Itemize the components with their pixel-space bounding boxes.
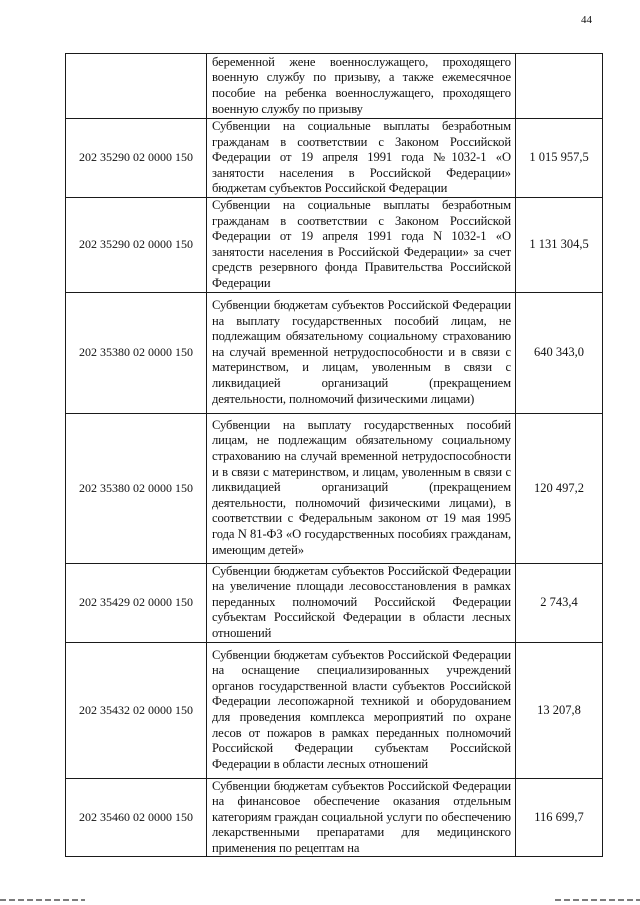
table-row: [66, 778, 603, 857]
amount-cell: 1 015 957,5: [516, 119, 603, 198]
budget-code-cell: 202 35380 02 0000 150: [66, 413, 207, 563]
description-cell: беременной жене военнослужащего, проходящего военную службу по призыву, а также ежемесячное пособие на ребенка военнослужащего, проходящего военную службу по призыву: [207, 54, 516, 119]
scan-edge-mark: [0, 899, 85, 901]
amount-cell: 2 743,4: [516, 563, 603, 642]
table-row: [66, 54, 603, 119]
table-row: [66, 197, 603, 292]
amount-cell: 120 497,2: [516, 413, 603, 563]
amount-cell: 1 131 304,5: [516, 197, 603, 292]
amount-cell: 13 207,8: [516, 642, 603, 778]
description-cell: Субвенции на социальные выплаты безработным гражданам в соответствии с Законом Российской Федерации от 19 апреля 1991 года N 1032-1 «О занятости населения в Российской Федерации» за счет средств резервного фонда Правительства Российской Федерации: [207, 197, 516, 292]
table-row: [66, 119, 603, 198]
amount-cell: 640 343,0: [516, 292, 603, 413]
table-row: [66, 563, 603, 642]
description-cell: Субвенции на социальные выплаты безработным гражданам в соответствии с Законом Российской Федерации от 19 апреля 1991 года №1032-1 «О занятости населения в Российской Федерации» бюджетам субъектов Российской Федерации: [207, 119, 516, 198]
description-cell: Субвенции бюджетам субъектов Российской Федерации на оснащение специализированных учреждений органов государственной власти субъектов Российской Федерации лесопожарной техникой и оборудованием для проведения комплекса мероприятий по охране лесов от пожаров в рамках переданных полномочий Российской Федерации субъектам Российской Федерации в области лесных отношений: [207, 642, 516, 778]
description-cell: Субвенции на выплату государственных пособий лицам, не подлежащим обязательному социальному страхованию на случай временной нетрудоспособности и в связи с материнством, и лицам, уволенным в связи с ликвидацией организаций (прекращением деятельности, полномочий физическими лицами), в соответствии с Федеральным законом от 19 мая 1995 года N 81-ФЗ «О государственных пособиях гражданам, имеющим детей»: [207, 413, 516, 563]
budget-code-cell: 202 35380 02 0000 150: [66, 292, 207, 413]
budget-revenue-table: [65, 53, 603, 857]
description-cell: Субвенции бюджетам субъектов Российской Федерации на выплату государственных пособий лицам, не подлежащим обязательному социальному страхованию на случай временной нетрудоспособности и в связи с материнством, и лицам, уволенным в связи с ликвидацией организаций (прекращением деятельности, полномочий физическими лицами): [207, 292, 516, 413]
table-row: [66, 413, 603, 563]
budget-code-cell: 202 35460 02 0000 150: [66, 778, 207, 857]
table-row: [66, 292, 603, 413]
amount-cell: 116 699,7: [516, 778, 603, 857]
table-row: [66, 642, 603, 778]
page-number: 44: [581, 14, 592, 26]
description-cell: Субвенции бюджетам субъектов Российской Федерации на увеличение площади лесовосстановления в рамках переданных полномочий Российской Федерации субъектам Российской Федерации в области лесных отношений: [207, 563, 516, 642]
amount-cell: [516, 54, 603, 119]
description-cell: Субвенции бюджетам субъектов Российской Федерации на финансовое обеспечение оказания отдельным категориям граждан социальной услуги по обеспечению лекарственными препаратами для медицинского применения по рецептам на: [207, 778, 516, 857]
budget-code-cell: [66, 54, 207, 119]
budget-code-cell: 202 35290 02 0000 150: [66, 197, 207, 292]
scan-edge-mark: [555, 899, 640, 901]
budget-code-cell: 202 35429 02 0000 150: [66, 563, 207, 642]
budget-code-cell: 202 35290 02 0000 150: [66, 119, 207, 198]
budget-code-cell: 202 35432 02 0000 150: [66, 642, 207, 778]
